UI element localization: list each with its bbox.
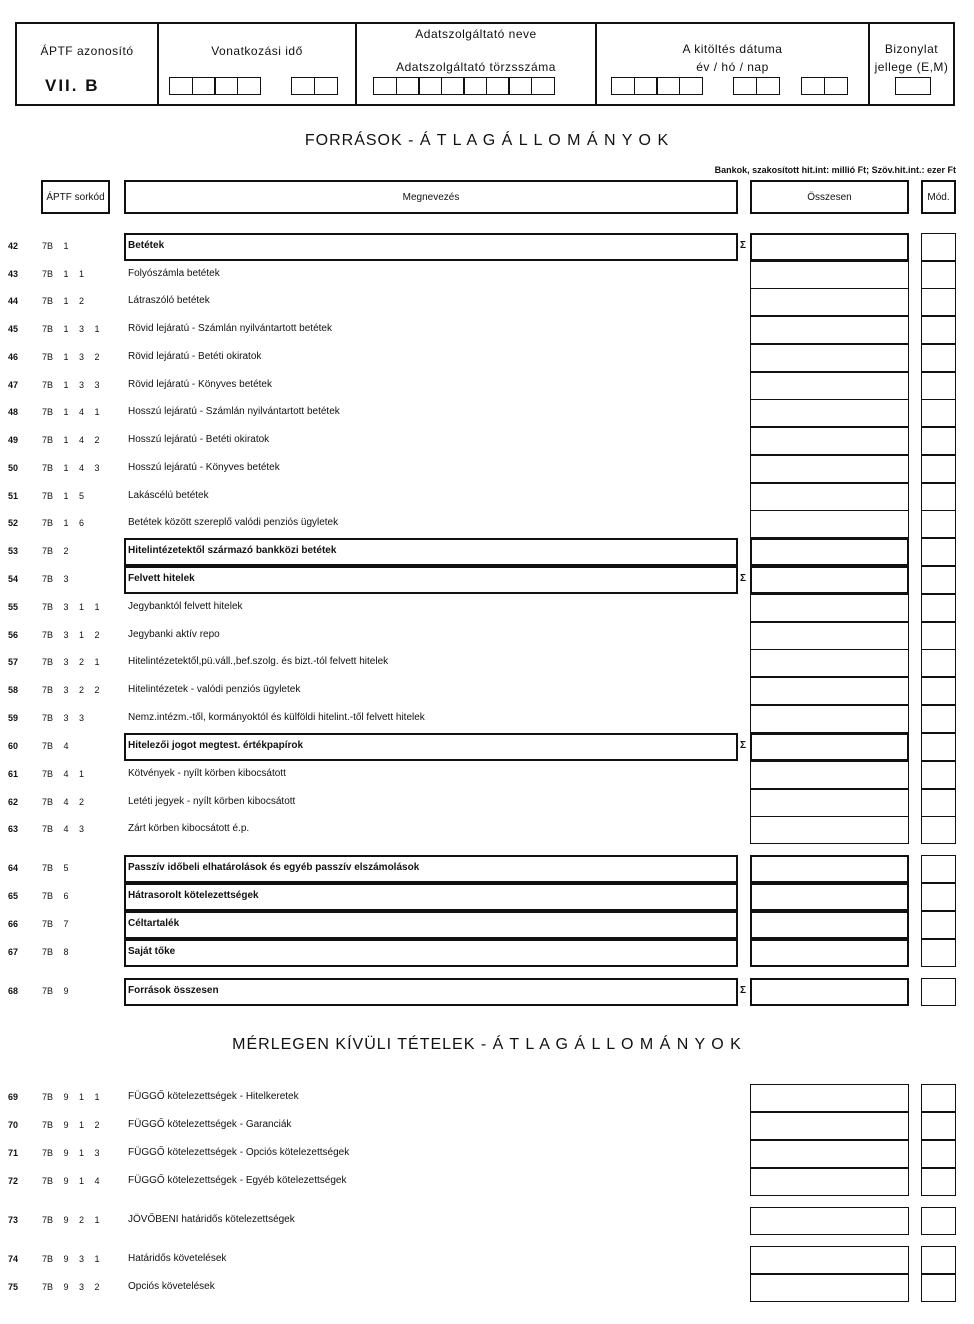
row-code: 7B 1 6 xyxy=(42,518,85,528)
row-label: Betétek xyxy=(128,240,165,251)
doc-type-label2: jellege (E,M) xyxy=(874,60,949,74)
row-number: 48 xyxy=(8,407,19,417)
row-code: 7B 4 xyxy=(42,741,69,751)
row-label: Folyószámla betétek xyxy=(128,268,220,279)
row-name-box xyxy=(124,911,738,939)
row-label: FÜGGŐ kötelezettségek - Egyéb kötelezettségek xyxy=(128,1175,347,1186)
row-label: Céltartalék xyxy=(128,918,180,929)
row-mod-input[interactable] xyxy=(921,1112,956,1140)
row-code: 7B 4 2 xyxy=(42,797,85,807)
row-number: 61 xyxy=(8,769,19,779)
row-total-input[interactable] xyxy=(750,761,909,789)
doc-type-label: Bizonylat xyxy=(884,42,939,56)
row-label: Hosszú lejáratú - Betéti okiratok xyxy=(128,434,270,445)
row-label: Látraszóló betétek xyxy=(128,295,210,306)
row-mod-input[interactable] xyxy=(921,233,956,261)
row-total-input[interactable] xyxy=(750,510,909,538)
row-mod-input[interactable] xyxy=(921,733,956,761)
row-total-input[interactable] xyxy=(750,455,909,483)
row-mod-input[interactable] xyxy=(921,1246,956,1274)
row-code: 7B 9 1 1 xyxy=(42,1092,100,1102)
row-code: 7B 3 xyxy=(42,574,69,584)
row-total-input[interactable] xyxy=(750,705,909,733)
fill-day-boxes[interactable] xyxy=(801,77,846,95)
row-mod-input[interactable] xyxy=(921,1140,956,1168)
row-number: 52 xyxy=(8,518,19,528)
row-code: 7B 9 3 1 xyxy=(42,1254,100,1264)
row-code: 7B 3 1 2 xyxy=(42,630,100,640)
fill-date-label: A kitöltés dátuma xyxy=(682,42,783,56)
row-total-input[interactable] xyxy=(750,622,909,650)
provider-name-label: Adatszolgáltató neve xyxy=(415,27,537,41)
row-label: Nemz.intézm.-től, kormányoktól és külföldi hitelint.-től felvett hitelek xyxy=(128,712,425,723)
row-number: 67 xyxy=(8,947,19,957)
row-mod-input[interactable] xyxy=(921,1084,956,1112)
row-code: 7B 9 3 2 xyxy=(42,1282,100,1292)
row-total-input[interactable] xyxy=(750,789,909,817)
row-code: 7B 1 3 3 xyxy=(42,380,100,390)
row-label: Letéti jegyek - nyílt körben kibocsátott xyxy=(128,796,296,807)
row-total-input[interactable] xyxy=(750,816,909,844)
row-total-input[interactable] xyxy=(750,939,909,967)
row-total-input[interactable] xyxy=(750,344,909,372)
row-number: 68 xyxy=(8,986,19,996)
row-total-input[interactable] xyxy=(750,733,909,761)
row-label: Kötvények - nyílt körben kibocsátott xyxy=(128,768,286,779)
row-name-box xyxy=(124,566,738,594)
row-name-box xyxy=(124,939,738,967)
row-label: Opciós követelések xyxy=(128,1281,215,1292)
row-total-input[interactable] xyxy=(750,677,909,705)
row-label: Források összesen xyxy=(128,985,219,996)
row-label: Lakáscélú betétek xyxy=(128,490,209,501)
aptf-label: ÁPTF azonosító xyxy=(40,44,134,58)
row-code: 7B 1 xyxy=(42,241,69,251)
row-number: 66 xyxy=(8,919,19,929)
row-total-input[interactable] xyxy=(750,1084,909,1112)
row-code: 7B 9 1 3 xyxy=(42,1148,100,1158)
row-mod-input[interactable] xyxy=(921,1274,956,1302)
row-total-input[interactable] xyxy=(750,649,909,677)
row-code: 7B 4 3 xyxy=(42,824,85,834)
row-total-input[interactable] xyxy=(750,855,909,883)
row-code: 7B 1 4 3 xyxy=(42,463,100,473)
row-number: 50 xyxy=(8,463,19,473)
row-label: Zárt körben kibocsátott é.p. xyxy=(128,823,250,834)
row-code: 7B 1 4 1 xyxy=(42,407,100,417)
row-label: Határidős követelések xyxy=(128,1253,227,1264)
row-number: 71 xyxy=(8,1148,19,1158)
row-mod-input[interactable] xyxy=(921,427,956,455)
row-code: 7B 3 2 1 xyxy=(42,657,100,667)
row-code: 7B 9 1 2 xyxy=(42,1120,100,1130)
row-code: 7B 7 xyxy=(42,919,69,929)
row-code: 7B 5 xyxy=(42,863,69,873)
row-total-input[interactable] xyxy=(750,233,909,261)
row-label: JÖVŐBENI határidős kötelezettségek xyxy=(128,1214,295,1225)
row-label: Jegybanki aktív repo xyxy=(128,629,220,640)
col-name-header: Megnevezés xyxy=(124,180,738,214)
provider-cell xyxy=(357,24,597,104)
row-total-input[interactable] xyxy=(750,261,909,289)
row-number: 64 xyxy=(8,863,19,873)
fill-year-boxes[interactable] xyxy=(611,77,701,95)
row-mod-input[interactable] xyxy=(921,1207,956,1235)
row-mod-input[interactable] xyxy=(921,855,956,883)
row-total-input[interactable] xyxy=(750,566,909,594)
provider-reg-label: Adatszolgáltató törzsszáma xyxy=(396,60,556,74)
row-label: Saját tőke xyxy=(128,946,176,957)
row-mod-input[interactable] xyxy=(921,261,956,289)
row-total-input[interactable] xyxy=(750,538,909,566)
row-number: 55 xyxy=(8,602,19,612)
period-month-boxes[interactable] xyxy=(291,77,336,95)
row-number: 45 xyxy=(8,324,19,334)
row-number: 58 xyxy=(8,685,19,695)
row-mod-input[interactable] xyxy=(921,816,956,844)
period-label: Vonatkozási idő xyxy=(211,44,303,58)
row-total-input[interactable] xyxy=(750,399,909,427)
row-code: 7B 1 2 xyxy=(42,296,85,306)
row-label: Hosszú lejáratú - Könyves betétek xyxy=(128,462,280,473)
row-label: Rövid lejáratú - Betéti okiratok xyxy=(128,351,262,362)
row-label: Hitelezői jogot megtest. értékpapírok xyxy=(128,740,304,751)
row-label: Rövid lejáratú - Könyves betétek xyxy=(128,379,272,390)
row-mod-input[interactable] xyxy=(921,677,956,705)
row-code: 7B 3 3 xyxy=(42,713,85,723)
period-cell xyxy=(159,24,357,104)
row-code: 7B 9 1 4 xyxy=(42,1176,100,1186)
row-number: 51 xyxy=(8,491,19,501)
row-label: Jegybanktól felvett hitelek xyxy=(128,601,243,612)
row-code: 7B 1 4 2 xyxy=(42,435,100,445)
row-number: 47 xyxy=(8,380,19,390)
period-year-boxes[interactable] xyxy=(169,77,259,95)
row-total-input[interactable] xyxy=(750,883,909,911)
row-number: 63 xyxy=(8,824,19,834)
row-label: FÜGGŐ kötelezettségek - Hitelkeretek xyxy=(128,1091,299,1102)
fill-date-format: év / hó / nap xyxy=(696,60,769,74)
row-number: 42 xyxy=(8,241,19,251)
row-number: 75 xyxy=(8,1282,19,1292)
row-mod-input[interactable] xyxy=(921,939,956,967)
row-mod-input[interactable] xyxy=(921,761,956,789)
row-label: Betétek között szereplő valódi penziós ügyletek xyxy=(128,517,339,528)
row-mod-input[interactable] xyxy=(921,1168,956,1196)
row-name-box xyxy=(124,233,738,261)
sigma-mark: Σ xyxy=(740,985,747,996)
row-number: 74 xyxy=(8,1254,19,1264)
row-code: 7B 8 xyxy=(42,947,69,957)
row-number: 43 xyxy=(8,269,19,279)
row-label: FÜGGŐ kötelezettségek - Opciós kötelezettségek xyxy=(128,1147,350,1158)
row-number: 60 xyxy=(8,741,19,751)
row-code: 7B 3 2 2 xyxy=(42,685,100,695)
row-total-input[interactable] xyxy=(750,1207,909,1235)
row-label: Hosszú lejáratú - Számlán nyilvántartott betétek xyxy=(128,406,340,417)
row-number: 59 xyxy=(8,713,19,723)
row-mod-input[interactable] xyxy=(921,566,956,594)
row-mod-input[interactable] xyxy=(921,911,956,939)
row-number: 49 xyxy=(8,435,19,445)
row-code: 7B 3 1 1 xyxy=(42,602,100,612)
fill-date-cell xyxy=(597,24,870,104)
row-total-input[interactable] xyxy=(750,1140,909,1168)
row-total-input[interactable] xyxy=(750,978,909,1006)
row-mod-input[interactable] xyxy=(921,483,956,511)
row-label: Passzív időbeli elhatárolások és egyéb passzív elszámolások xyxy=(128,862,420,873)
row-mod-input[interactable] xyxy=(921,594,956,622)
form-header xyxy=(15,22,955,106)
col-mod-header: Mód. xyxy=(921,180,956,214)
row-code: 7B 1 3 2 xyxy=(42,352,100,362)
row-total-input[interactable] xyxy=(750,427,909,455)
row-mod-input[interactable] xyxy=(921,316,956,344)
main-title: FORRÁSOK - Á T L A G Á L L O M Á N Y O K xyxy=(304,132,670,149)
row-mod-input[interactable] xyxy=(921,705,956,733)
row-total-input[interactable] xyxy=(750,594,909,622)
col-total-header: Összesen xyxy=(750,180,909,214)
row-number: 54 xyxy=(8,574,19,584)
doc-type-box[interactable] xyxy=(895,77,930,95)
aptf-cell xyxy=(17,24,159,104)
row-total-input[interactable] xyxy=(750,288,909,316)
row-mod-input[interactable] xyxy=(921,372,956,400)
row-label: FÜGGŐ kötelezettségek - Garanciák xyxy=(128,1119,292,1130)
row-mod-input[interactable] xyxy=(921,978,956,1006)
row-code: 7B 2 xyxy=(42,546,69,556)
row-code: 7B 1 3 1 xyxy=(42,324,100,334)
row-code: 7B 6 xyxy=(42,891,69,901)
row-mod-input[interactable] xyxy=(921,649,956,677)
row-number: 72 xyxy=(8,1176,19,1186)
doc-type-cell xyxy=(870,24,953,104)
row-number: 69 xyxy=(8,1092,19,1102)
offbalance-title: MÉRLEGEN KÍVÜLI TÉTELEK - Á T L A G Á L L O M Á N Y O K xyxy=(232,1036,742,1053)
row-mod-input[interactable] xyxy=(921,344,956,372)
row-code: 7B 9 xyxy=(42,986,69,996)
row-mod-input[interactable] xyxy=(921,455,956,483)
sigma-mark: Σ xyxy=(740,573,747,584)
row-total-input[interactable] xyxy=(750,316,909,344)
row-number: 53 xyxy=(8,546,19,556)
row-total-input[interactable] xyxy=(750,911,909,939)
sigma-mark: Σ xyxy=(740,240,747,251)
row-label: Hitelintézetek - valódi penziós ügyletek xyxy=(128,684,301,695)
row-mod-input[interactable] xyxy=(921,883,956,911)
row-label: Hitelintézetektől,pü.váll.,bef.szolg. és bizt.-tól felvett hitelek xyxy=(128,656,389,667)
row-label: Hátrasorolt kötelezettségek xyxy=(128,890,259,901)
row-number: 57 xyxy=(8,657,19,667)
row-number: 70 xyxy=(8,1120,19,1130)
row-total-input[interactable] xyxy=(750,1274,909,1302)
row-mod-input[interactable] xyxy=(921,288,956,316)
row-number: 46 xyxy=(8,352,19,362)
row-total-input[interactable] xyxy=(750,1112,909,1140)
provider-reg-boxes[interactable] xyxy=(373,77,553,95)
row-label: Hitelintézetektől származó bankközi betétek xyxy=(128,545,337,556)
row-total-input[interactable] xyxy=(750,1168,909,1196)
aptf-value: VII. B xyxy=(45,76,100,95)
row-total-input[interactable] xyxy=(750,372,909,400)
row-number: 56 xyxy=(8,630,19,640)
row-mod-input[interactable] xyxy=(921,789,956,817)
row-label: Felvett hitelek xyxy=(128,573,195,584)
row-number: 73 xyxy=(8,1215,19,1225)
row-mod-input[interactable] xyxy=(921,399,956,427)
row-code: 7B 1 1 xyxy=(42,269,85,279)
row-code: 7B 9 2 1 xyxy=(42,1215,100,1225)
row-code: 7B 1 5 xyxy=(42,491,85,501)
row-code: 7B 4 1 xyxy=(42,769,85,779)
row-number: 65 xyxy=(8,891,19,901)
row-mod-input[interactable] xyxy=(921,538,956,566)
row-number: 62 xyxy=(8,797,19,807)
fill-month-boxes[interactable] xyxy=(733,77,778,95)
row-number: 44 xyxy=(8,296,19,306)
row-label: Rövid lejáratú - Számlán nyilvántartott betétek xyxy=(128,323,332,334)
row-mod-input[interactable] xyxy=(921,510,956,538)
row-mod-input[interactable] xyxy=(921,622,956,650)
units-note: Bankok, szakosított hit.int: millió Ft; Szöv.hit.int.: ezer Ft xyxy=(714,165,956,175)
row-total-input[interactable] xyxy=(750,483,909,511)
row-total-input[interactable] xyxy=(750,1246,909,1274)
sigma-mark: Σ xyxy=(740,740,747,751)
col-code-header: ÁPTF sorkód xyxy=(41,180,110,214)
